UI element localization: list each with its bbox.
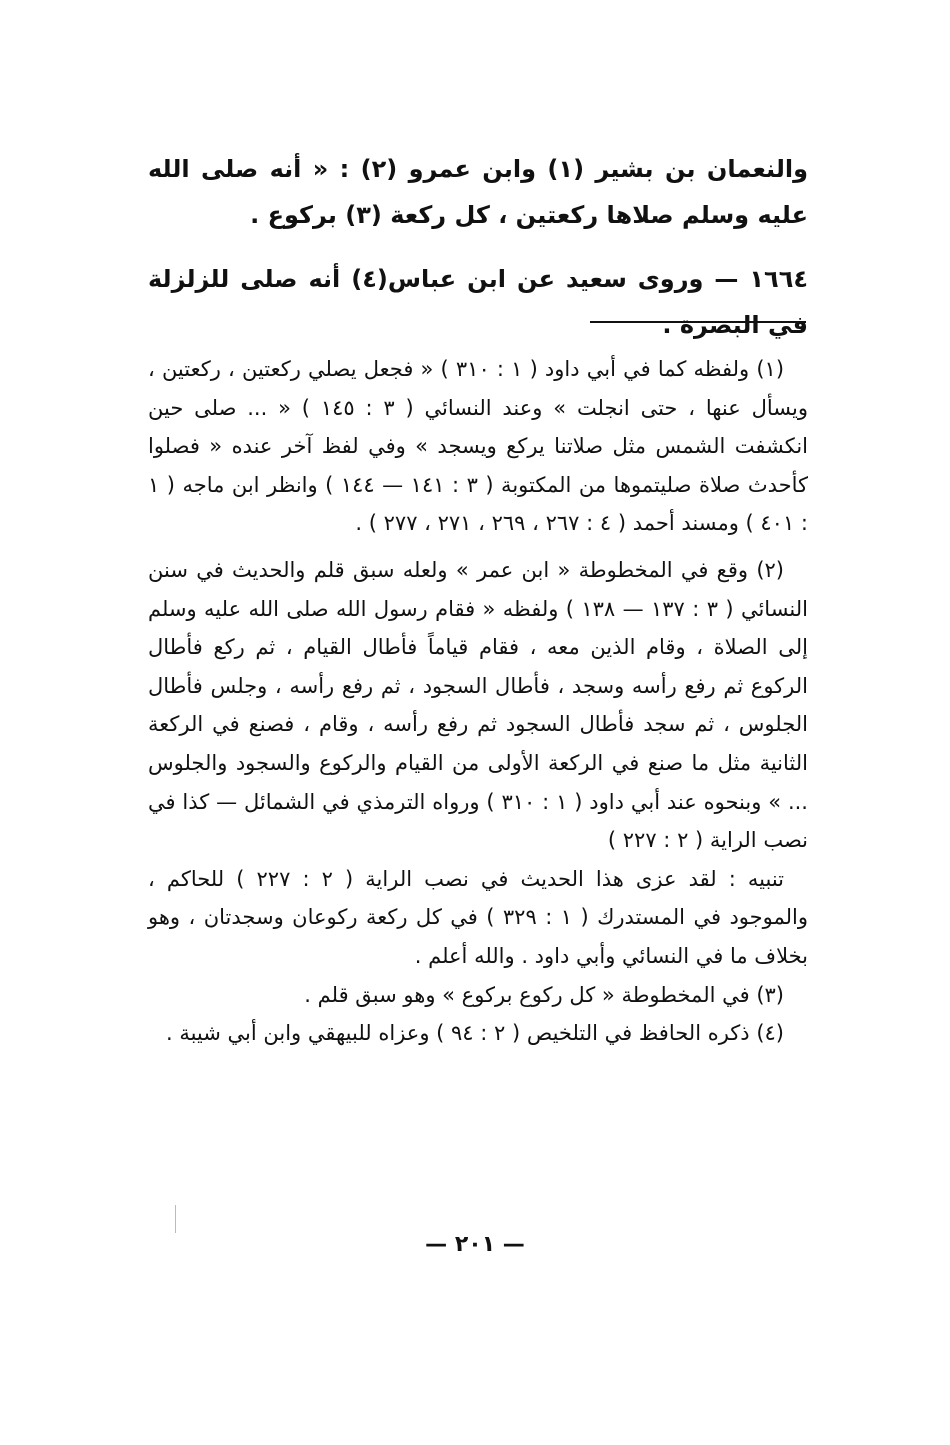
margin-mark (175, 1205, 176, 1233)
main-paragraph-2: ١٦٦٤ — وروى سعيد عن ابن عباس(٤) أنه صلى للزلزلة في البصرة . (148, 265, 808, 339)
page-number: — ٢٠١ — (425, 1232, 525, 1257)
footnote-separator (590, 321, 806, 323)
main-text (148, 146, 808, 366)
footnotes (148, 350, 808, 1053)
footnote-tanbih: تنبيه : لقد عزى هذا الحديث في نصب الراية ( ٢ : ٢٢٧ ) للحاكم ، والموجود في المستدرك ( ١ : ٣٢٩ ) في كل ركعة ركوعان وسجدتان ، وهو بخلاف ما في النسائي وأبي داود . والله أعلم . (148, 866, 808, 968)
footnote-2: (٢) وقع في المخطوطة « ابن عمر » ولعله سبق قلم والحديث في سنن النسائي ( ٣ : ١٣٧ — ١٣٨ ) ولفظه « فقام رسول الله صلى الله عليه وسلم إلى الصلاة ، وقام الذين معه ، فقام قياماً فأطال القيام ، ثم ركع فأطال الركوع ثم رفع رأسه وسجد ، فأطال السجود ، ثم رفع رأسه ، وجلس فأطال الجلوس ، ثم سجد فأطال السجود ثم رفع رأسه ، وقام ، فصنع في الركعة الثانية مثل ما صنع في الركعة الأولى من القيام والركوع والسجود والجلوس ... » وبنحوه عند أبي داود ( ١ : ٣١٠ ) ورواه الترمذي في الشمائل — كذا في نصب الراية ( ٢ : ٢٢٧ ) (148, 557, 808, 853)
footnote-4: (٤) ذكره الحافظ في التلخيص ( ٢ : ٩٤ ) وعزاه للبيهقي وابن أبي شيبة . (165, 1021, 784, 1046)
footnote-1: (١) ولفظه كما في أبي داود ( ١ : ٣١٠ ) « فجعل يصلي ركعتين ، ركعتين ، ويسأل عنها ، حتى انجلت » وعند النسائي ( ٣ : ١٤٥ ) « ... صلى حين انكشفت الشمس مثل صلاتنا يركع ويسجد » وفي لفظ آخر عنده « فصلوا كأحدث صلاة صليتموها من المكتوبة ( ٣ : ١٤١ — ١٤٤ ) وانظر ابن ماجه ( ١ : ٤٠١ ) ومسند أحمد ( ٤ : ٢٦٧ ، ٢٦٩ ، ٢٧١ ، ٢٧٧ ) . (148, 357, 808, 536)
main-paragraph-1: والنعمان بن بشير (١) وابن عمرو (٢) : « أنه صلى الله عليه وسلم صلاها ركعتين ، كل ركعة (٣) بركوع . (148, 155, 809, 229)
footnote-3: (٣) في المخطوطة « كل ركوع بركوع » وهو سبق قلم . (304, 982, 784, 1007)
